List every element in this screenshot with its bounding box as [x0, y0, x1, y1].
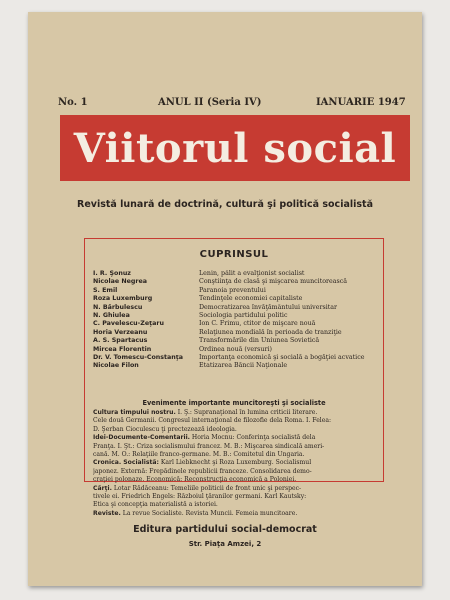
section-head: Cronica. Socialistă: [93, 459, 159, 467]
section-text: cană. M. O.: Relaţiile franco-germane. M. B.: Comitetul din Ungaria. [93, 450, 305, 458]
toc-article: Relaţiunea mondială în perioada de tranziţie [199, 328, 342, 336]
title-banner [60, 115, 410, 181]
section-head: Cărţi. [93, 484, 112, 492]
toc-entry [93, 362, 377, 370]
toc-author: Horia Verzeanu [93, 328, 148, 336]
section-line [93, 409, 377, 417]
toc-entry [93, 354, 377, 362]
toc-article: Democratizarea învăţământului universitar [199, 303, 338, 311]
issue-date: IANUARIE 1947 [316, 97, 406, 108]
toc-article: Sociologia partidului politic [199, 311, 288, 319]
section-text: tivele ei. Friedrich Engels: Războiul ţăranilor germani. Karl Kautsky: [93, 492, 307, 500]
events-heading: Evenimente importante muncitoreşti şi socialiste [142, 399, 326, 407]
toc-author: Nicolae Negrea [93, 278, 148, 286]
toc-author: S. Emil [93, 286, 118, 294]
toc-article: Conştiinţa de clasă şi mişcarea muncitorească [199, 278, 348, 286]
toc-author: Nicolae Filon [93, 362, 139, 370]
section-head: Cultura timpului nostru. [93, 409, 176, 416]
magazine-subtitle: Revistă lunară de doctrină, cultură şi politică socialistă [77, 199, 373, 210]
section-line [93, 493, 377, 501]
section-line [93, 510, 377, 518]
section-line [93, 459, 377, 467]
section-line [93, 443, 377, 451]
toc-article: Etatizarea Băncii Naţionale [199, 362, 288, 370]
toc-article: Importanţa economică şi socială a bogăţiei acvatice [199, 353, 365, 361]
section-line [93, 485, 377, 493]
section-line [93, 468, 377, 476]
toc-entry [93, 337, 377, 345]
contents-heading: CUPRINSUL [199, 249, 269, 260]
section-line [93, 476, 377, 484]
publisher-address: Str. Piaţa Amzei, 2 [188, 540, 262, 548]
toc-article: Ordinea nouă (versuri) [199, 345, 272, 353]
section-head: Idei-Documente-Comentarii. [93, 434, 190, 442]
section-line [93, 426, 377, 434]
toc-entry [93, 287, 377, 295]
section-line [93, 434, 377, 442]
toc-entry [93, 346, 377, 354]
section-text: La revue Socialiste. Revista Muncii. Femeia muncitoare. [120, 509, 298, 517]
toc-entry [93, 278, 377, 286]
section-line [93, 417, 377, 425]
toc-entry [93, 270, 377, 278]
volume-year: ANUL II (Seria IV) [158, 97, 262, 108]
section-text: Franţa. I. Şt.: Criza socialismului francez. M. B.: Mişcarea sindicală ameri- [93, 442, 325, 450]
section-text: Cele două Germanii. Congresul internaţional de filozofie dela Roma. I. Felea: [93, 417, 332, 425]
toc-entry [93, 304, 377, 312]
contents-box [84, 238, 384, 517]
section-head: Reviste. [93, 509, 121, 517]
sections-list [93, 409, 377, 518]
toc-entry [93, 320, 377, 328]
section-text: Lotar Rădăceanu: Temeliile politicii de front unic şi perspec- [111, 484, 302, 492]
toc-article: Ion C. Frimu, ctitor de mişcare nouă [199, 320, 316, 328]
section-line [93, 451, 377, 459]
section-text: I. Ş.: Supranaţional în lumina criticii literare. [175, 409, 318, 416]
toc-author: N. Bărbulescu [93, 303, 143, 311]
toc-author: A. S. Spartacus [93, 337, 148, 345]
toc-entry [93, 295, 377, 303]
toc-author: I. R. Şonuz [93, 270, 131, 277]
section-text: japonez. Externă: Frepădinele republicii franceze. Consolidarea demo- [93, 467, 312, 475]
toc-entry [93, 312, 377, 320]
section-text: Karl Liebknecht şi Roza Luxemburg. Socialismul [158, 459, 312, 467]
toc-article: Transformările din Uniunea Sovietică [199, 337, 320, 345]
section-text: craţiei polonaze. Economică: Reconstrucţia economică a Poloniei. [93, 476, 297, 484]
toc-author: Dr. V. Tomescu-Constanţa [93, 353, 184, 361]
section-text: Horia Mocnu: Conferinţa socialistă dela [189, 434, 316, 442]
issue-number: No. 1 [58, 97, 88, 108]
section-text: Etica şi concepţia materialistă a istoriei. [93, 501, 218, 509]
magazine-cover [28, 12, 422, 586]
section-text: D. Şerban Cioculescu ţi prectezează ideologia. [93, 425, 237, 433]
toc-author: C. Pavelescu-Zeţaru [93, 320, 164, 328]
magazine-title: Viitorul social [73, 125, 397, 172]
toc-article: Paranoia preventului [199, 286, 266, 294]
toc-author: Roza Luxemburg [93, 295, 153, 303]
toc-entry [93, 329, 377, 337]
toc-list [93, 270, 377, 371]
toc-article: Lenin, pâlit a evalţionist socialist [199, 270, 305, 277]
publisher-name: Editura partidului social-democrat [133, 524, 317, 535]
toc-author: Mircea Florentin [93, 345, 152, 353]
section-line [93, 501, 377, 509]
toc-author: N. Ghiulea [93, 311, 130, 319]
toc-article: Tendinţele economiei capitaliste [199, 295, 303, 303]
